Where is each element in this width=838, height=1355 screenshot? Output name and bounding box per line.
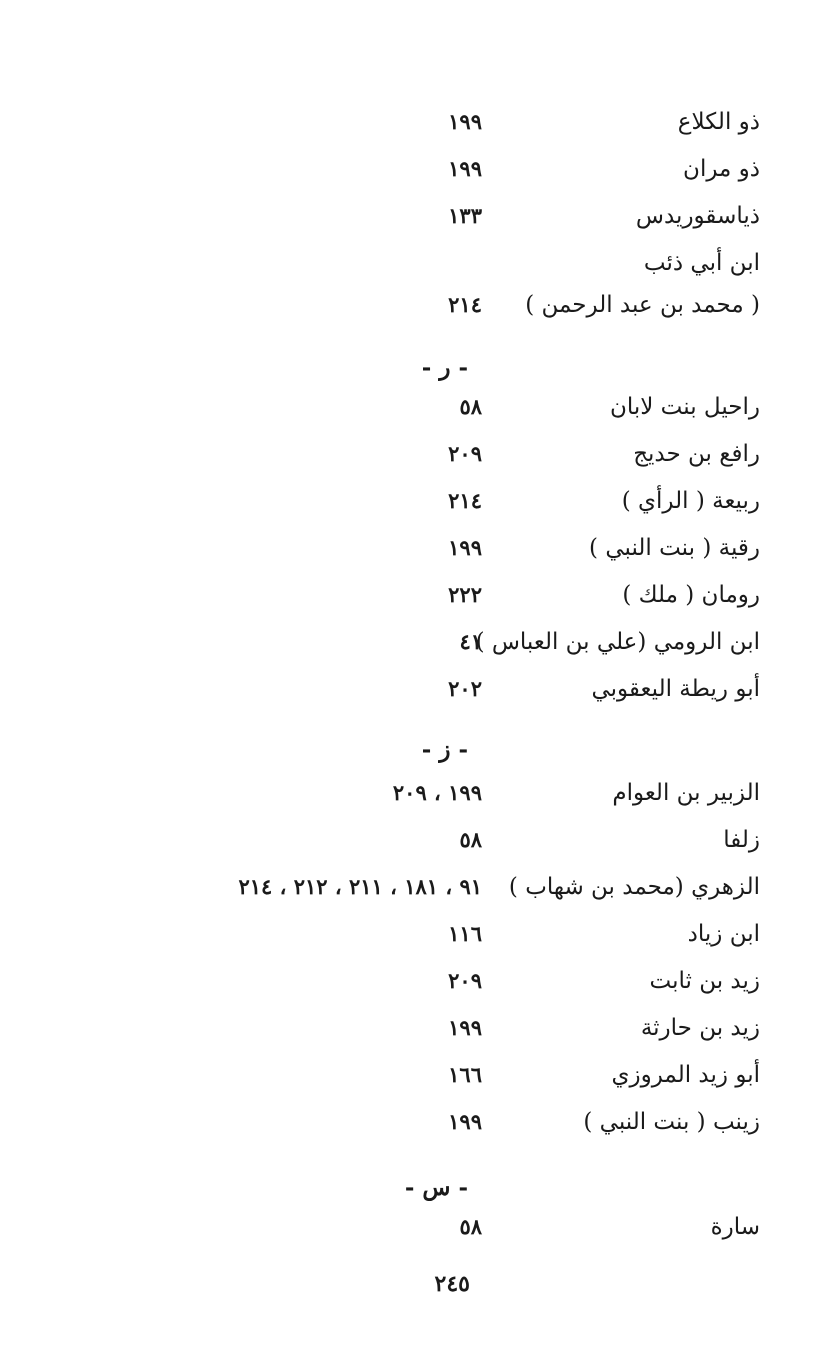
page-number: ٢٤٥ — [434, 1271, 470, 1297]
entry-name: راحيل بنت لابان — [609, 394, 760, 420]
entry-name: رافع بن حديج — [633, 441, 760, 467]
entry-name: أبو زيد المروزي — [611, 1062, 760, 1088]
index-entry — [150, 961, 760, 1001]
entry-sub-name: ( محمد بن عبد الرحمن ) — [525, 292, 760, 318]
entry-pages: ٥٨ — [459, 827, 482, 852]
index-entry — [150, 669, 760, 709]
entry-pages: ١٩٩ — [448, 1015, 482, 1040]
entry-pages: ٢٠٢ — [448, 676, 482, 701]
index-entry — [150, 1207, 760, 1247]
entry-name: ابن الرومي (علي بن العباس ) — [475, 629, 760, 655]
index-entry — [150, 773, 760, 813]
entry-name: زلفا — [723, 827, 760, 853]
entry-name: الزبير بن العوام — [612, 780, 760, 806]
entry-name: ذياسقوريدس — [635, 203, 760, 229]
index-entry — [150, 528, 760, 568]
entry-name: الزهري (محمد بن شهاب ) — [508, 874, 760, 900]
entry-name: ذو مران — [683, 156, 760, 182]
entry-pages: ١٩٩ — [448, 535, 482, 560]
entry-pages: ٢٠٩ — [448, 441, 482, 466]
index-entry — [150, 867, 760, 907]
entry-name: سارة — [710, 1214, 760, 1240]
entry-name: رومان ( ملك ) — [622, 582, 760, 608]
section-letter-sin: - س - — [404, 1174, 468, 1201]
index-entry — [150, 1008, 760, 1048]
entry-name: زيد بن حارثة — [640, 1015, 760, 1041]
entry-pages: ٢٢٢ — [448, 582, 482, 607]
entry-name: رقية ( بنت النبي ) — [589, 535, 760, 561]
index-entry — [150, 914, 760, 954]
entry-pages: ١١٦ — [448, 921, 482, 946]
entry-pages: ٢١٤ — [448, 292, 482, 317]
index-entry — [150, 102, 760, 142]
entry-name: ذو الكلاع — [677, 109, 760, 135]
index-entry — [150, 481, 760, 521]
entry-pages: ١٩٩ — [448, 109, 482, 134]
section-letter-ra: - ر - — [421, 354, 468, 381]
index-entry — [150, 387, 760, 427]
entry-pages: ١٩٩ ، ٢٠٩ — [392, 780, 482, 805]
entry-name: زيد بن ثابت — [649, 968, 760, 994]
entry-name: ربيعة ( الرأي ) — [621, 488, 760, 514]
index-entry — [150, 575, 760, 615]
index-entry — [150, 434, 760, 474]
index-entry — [150, 1102, 760, 1142]
entry-pages: ٥٨ — [459, 1214, 482, 1239]
entry-pages: ٤١ — [459, 629, 482, 654]
index-entry — [150, 243, 760, 283]
entry-pages: ١٣٣ — [448, 203, 482, 228]
entry-name: ابن أبي ذئب — [643, 250, 760, 276]
entry-pages: ٢٠٩ — [448, 968, 482, 993]
entry-name: ابن زياد — [687, 921, 760, 947]
index-entry — [150, 196, 760, 236]
entry-pages: ٩١ ، ١٨١ ، ٢١١ ، ٢١٢ ، ٢١٤ — [238, 874, 482, 899]
index-entry — [150, 149, 760, 189]
entry-pages: ١٦٦ — [448, 1062, 482, 1087]
index-entry-continuation — [150, 285, 760, 325]
section-letter-zay: - ز - — [421, 736, 468, 763]
entry-pages: ٥٨ — [459, 394, 482, 419]
entry-pages: ١٩٩ — [448, 156, 482, 181]
index-entry — [150, 820, 760, 860]
index-entry — [150, 622, 760, 662]
entry-name: زينب ( بنت النبي ) — [583, 1109, 760, 1135]
entry-pages: ١٩٩ — [448, 1109, 482, 1134]
index-entry — [150, 1055, 760, 1095]
entry-name: أبو ريطة اليعقوبي — [591, 676, 760, 702]
entry-pages: ٢١٤ — [448, 488, 482, 513]
